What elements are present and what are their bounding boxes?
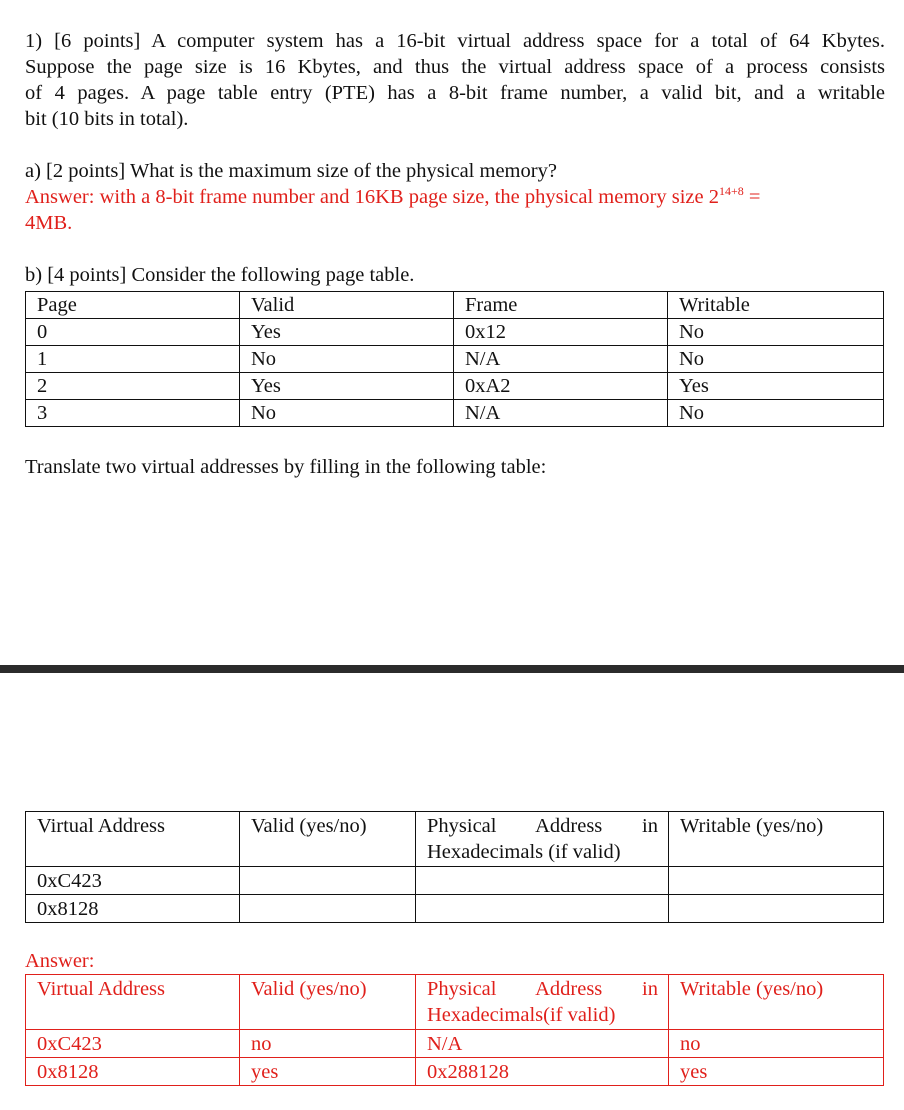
header-cell: Valid (yes/no) <box>240 812 416 867</box>
part-a-answer-suffix: = <box>743 186 761 208</box>
table-row <box>26 346 884 373</box>
table-cell: No <box>240 400 454 427</box>
part-a-answer-exponent: 14+8 <box>718 184 744 198</box>
table-cell: no <box>669 1030 884 1058</box>
header-cell-physical <box>416 975 669 1030</box>
table-cell: 3 <box>26 400 240 427</box>
table-row <box>26 400 884 427</box>
page-table <box>25 291 884 427</box>
table-cell: 0xC423 <box>26 1030 240 1058</box>
table-row <box>26 1058 884 1086</box>
table-row <box>26 895 884 923</box>
table-cell: No <box>668 319 884 346</box>
intro-line: Suppose the page size is 16 Kbytes, and thus the virtual address space of a process consists <box>25 56 885 78</box>
table-cell: 0x288128 <box>416 1058 669 1086</box>
table-cell: Yes <box>240 373 454 400</box>
part-a-question: a) [2 points] What is the maximum size of the physical memory? <box>25 160 557 182</box>
table-cell: N/A <box>454 346 668 373</box>
blank-cell <box>240 867 416 895</box>
header-cell-physical <box>416 812 669 867</box>
page-divider <box>0 665 904 673</box>
table-cell: Yes <box>668 373 884 400</box>
table-cell: yes <box>240 1058 416 1086</box>
table-cell: 0 <box>26 319 240 346</box>
header-cell: Writable <box>668 292 884 319</box>
part-a-answer-text: Answer: with a 8-bit frame number and 16KB page size, the physical memory size 2 <box>25 186 719 208</box>
part-b-question: b) [4 points] Consider the following page table. <box>25 264 415 286</box>
header-text: Physical Address in <box>427 815 658 837</box>
table-cell: yes <box>669 1058 884 1086</box>
header-cell: Writable (yes/no) <box>669 812 884 867</box>
part-a-answer <box>25 184 885 210</box>
header-cell: Frame <box>454 292 668 319</box>
intro-line: of 4 pages. A page table entry (PTE) has a 8-bit frame number, a valid bit, and a writable <box>25 82 885 104</box>
blank-cell <box>416 867 669 895</box>
table-cell: N/A <box>416 1030 669 1058</box>
table-row <box>26 373 884 400</box>
header-text: Hexadecimals(if valid) <box>427 1004 616 1026</box>
header-cell: Virtual Address <box>26 975 240 1030</box>
table-row <box>26 319 884 346</box>
table-cell: 0x8128 <box>26 1058 240 1086</box>
table-cell: 0xC423 <box>26 867 240 895</box>
part-a <box>25 158 885 236</box>
table-cell: 0x12 <box>454 319 668 346</box>
table-cell: No <box>668 400 884 427</box>
header-text: Physical Address in <box>427 978 658 1000</box>
table-cell: N/A <box>454 400 668 427</box>
translate-instruction: Translate two virtual addresses by filling in the following table: <box>25 456 547 478</box>
page-table-header <box>26 292 884 319</box>
translate-table <box>25 811 884 923</box>
blank-cell <box>416 895 669 923</box>
table-cell: No <box>240 346 454 373</box>
answer-table <box>25 974 884 1086</box>
table-row <box>26 1030 884 1058</box>
header-cell: Valid <box>240 292 454 319</box>
intro-line: bit (10 bits in total). <box>25 108 189 130</box>
part-a-answer-line2: 4MB. <box>25 212 73 234</box>
table-cell: 2 <box>26 373 240 400</box>
header-cell: Writable (yes/no) <box>669 975 884 1030</box>
table-cell: No <box>668 346 884 373</box>
table-row <box>26 867 884 895</box>
table-cell: Yes <box>240 319 454 346</box>
translate-table-header <box>26 812 884 867</box>
table-cell: no <box>240 1030 416 1058</box>
blank-cell <box>669 895 884 923</box>
header-cell: Page <box>26 292 240 319</box>
question-intro <box>25 28 885 132</box>
header-text: Hexadecimals (if valid) <box>427 841 621 863</box>
blank-cell <box>669 867 884 895</box>
header-cell: Valid (yes/no) <box>240 975 416 1030</box>
answer-label: Answer: <box>25 950 95 972</box>
table-cell: 1 <box>26 346 240 373</box>
table-cell: 0x8128 <box>26 895 240 923</box>
answer-table-header <box>26 975 884 1030</box>
table-cell: 0xA2 <box>454 373 668 400</box>
intro-line: 1) [6 points] A computer system has a 16-bit virtual address space for a total of 64 Kbytes. <box>25 30 885 52</box>
header-cell: Virtual Address <box>26 812 240 867</box>
blank-cell <box>240 895 416 923</box>
